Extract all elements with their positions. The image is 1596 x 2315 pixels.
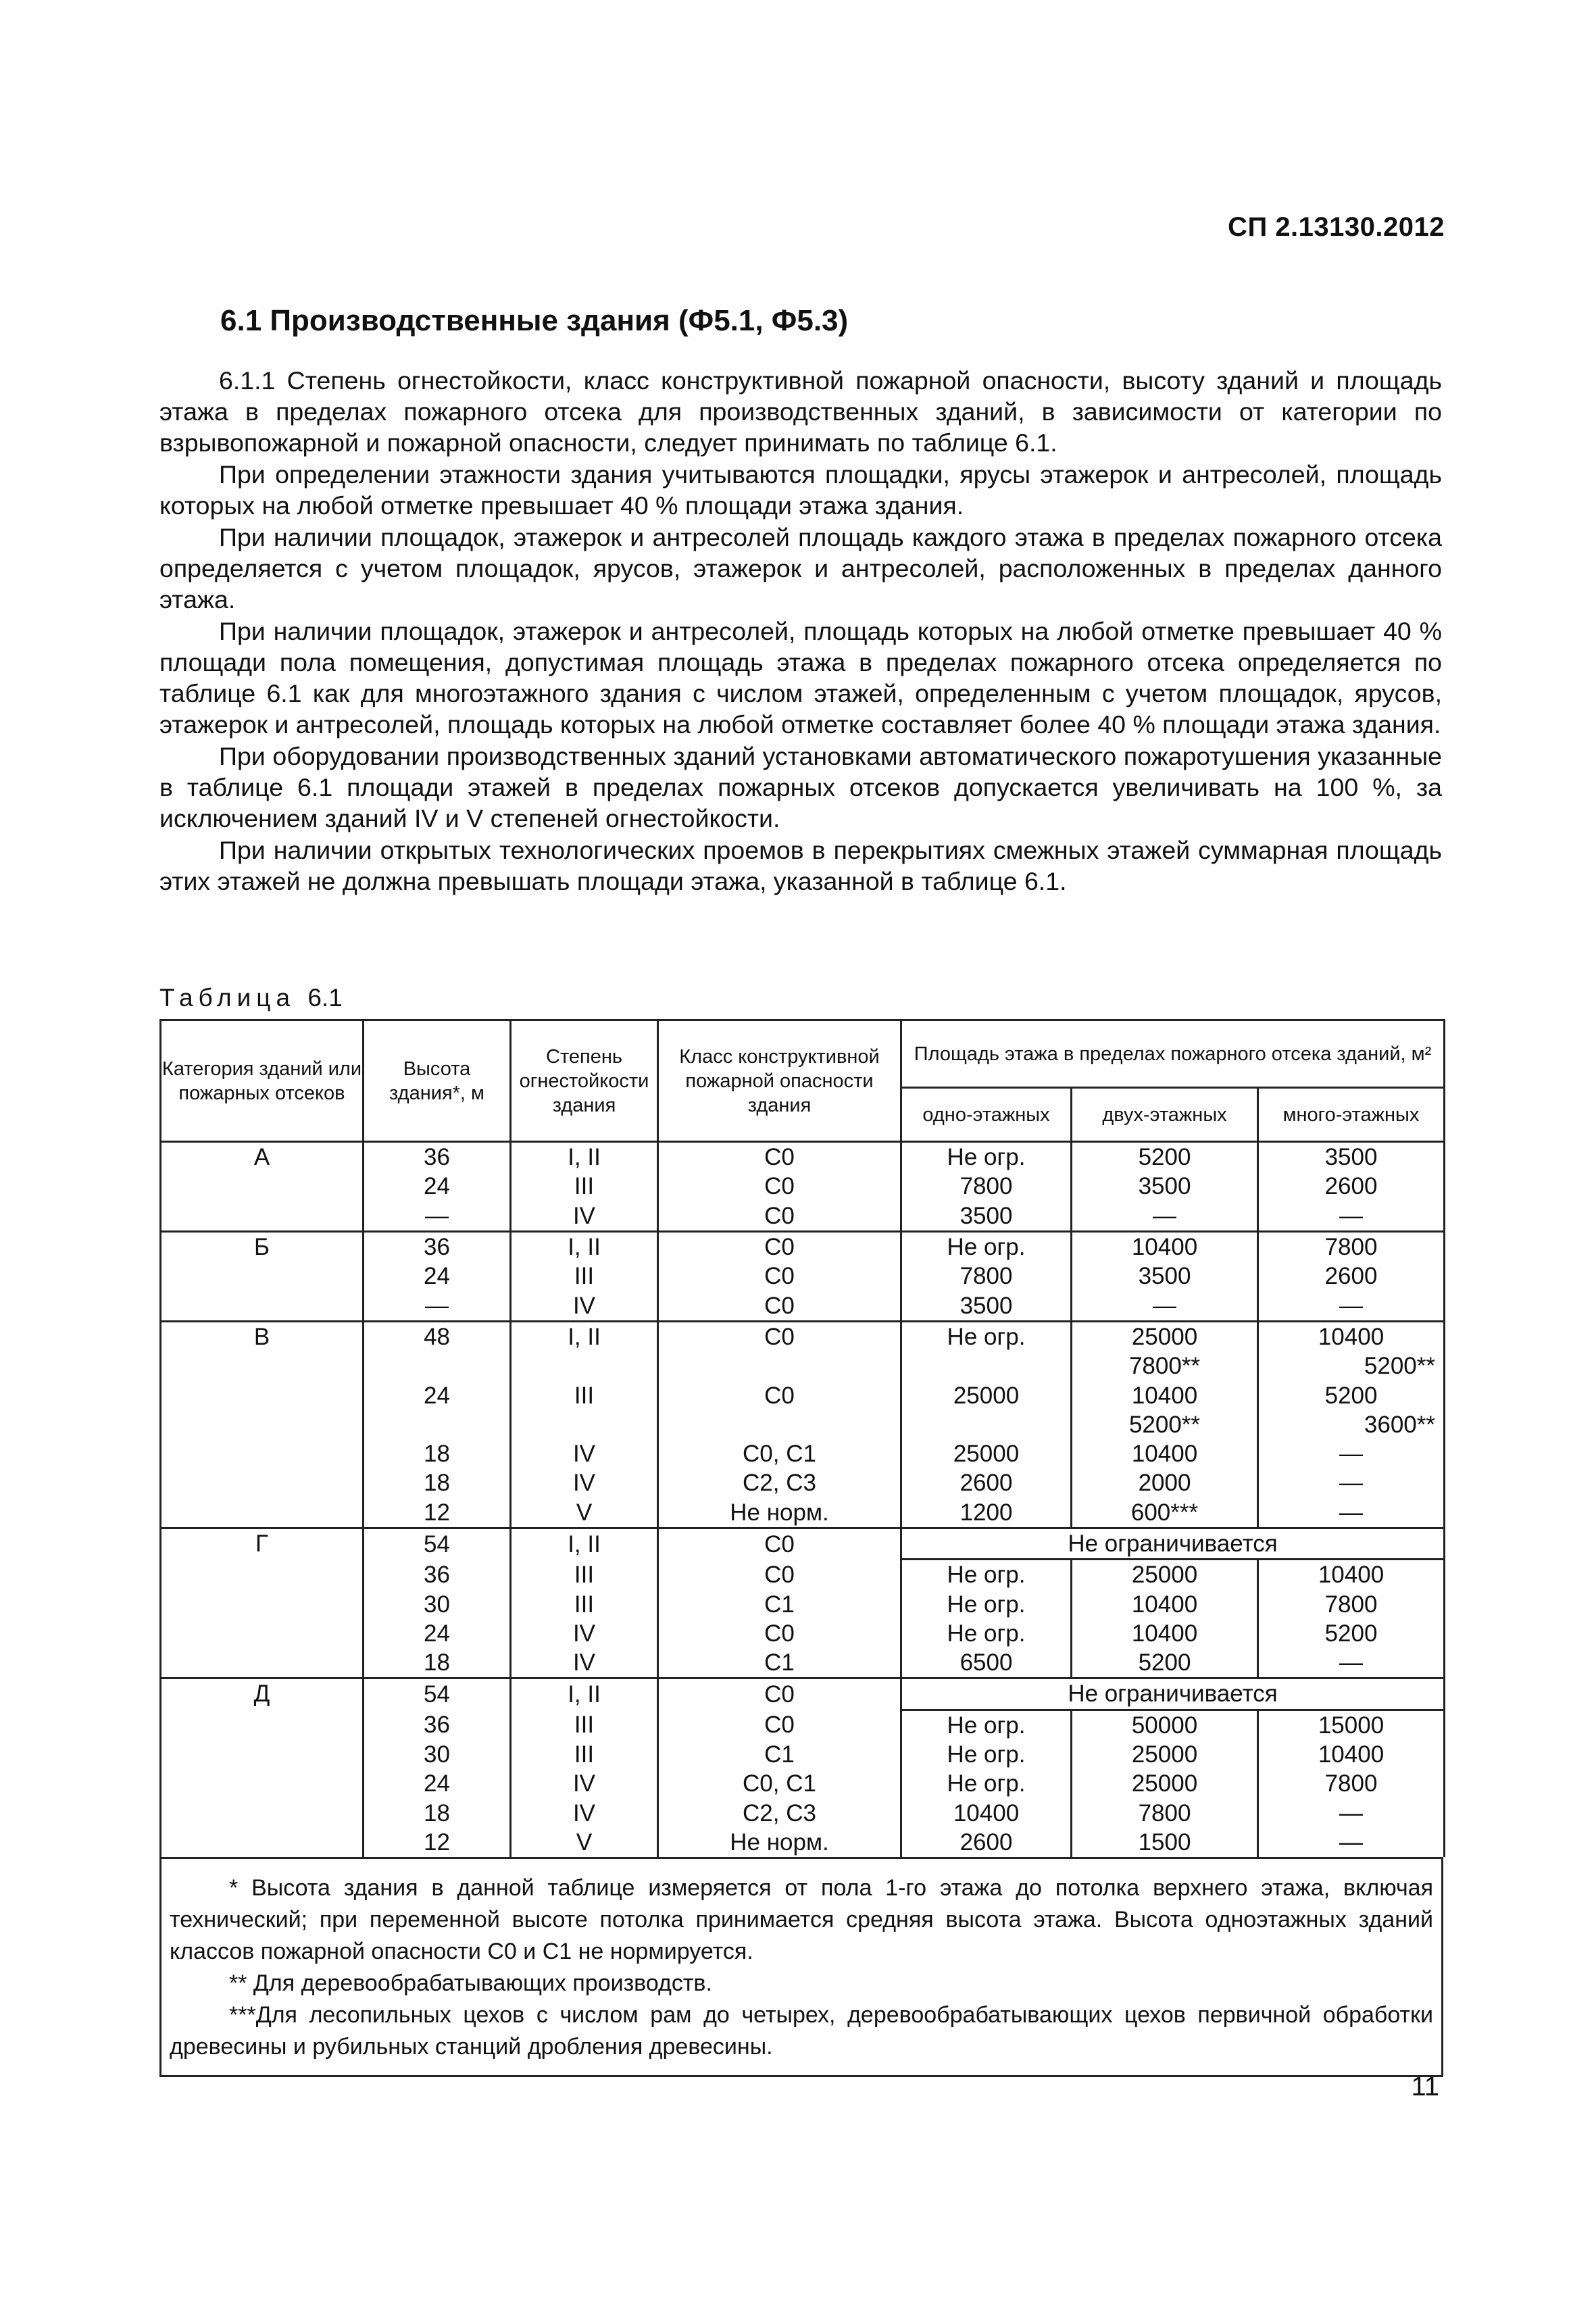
cell-multi-storey: 3600** (1258, 1410, 1445, 1439)
cell-fire-resistance: III (511, 1589, 658, 1618)
cell-category: А (161, 1142, 364, 1232)
cell-two-storey: 10400 (1072, 1231, 1258, 1262)
cell-two-storey: 3500 (1072, 1262, 1258, 1291)
cell-two-storey: 7800 (1072, 1799, 1258, 1828)
cell-fire-resistance: III (511, 1740, 658, 1769)
cell-constructive-class: С1 (658, 1740, 901, 1769)
cell-fire-resistance: IV (511, 1201, 658, 1232)
header-height: Высота здания*, м (364, 1020, 511, 1142)
cell-multi-storey: — (1258, 1828, 1445, 1857)
table-header (161, 1020, 1445, 1142)
cell-one-storey (901, 1410, 1072, 1439)
cell-fire-resistance: IV (511, 1648, 658, 1678)
cell-fire-resistance: III (511, 1380, 658, 1410)
cell-one-storey: 7800 (901, 1172, 1072, 1201)
cell-constructive-class: С0 (658, 1262, 901, 1291)
cell-height: 36 (364, 1231, 511, 1262)
paragraph: При определении этажности здания учитываются площадки, ярусы этажерок и антресолей, площадь которых на любой отметке превышает 40 % площади этажа здания. (159, 460, 1442, 520)
table-row (161, 1142, 1445, 1172)
cell-fire-resistance: III (511, 1710, 658, 1740)
cell-height: 54 (364, 1528, 511, 1559)
table-row (161, 1528, 1445, 1559)
cell-multi-storey: 10400 (1258, 1740, 1445, 1769)
cell-one-storey: Не огр. (901, 1560, 1072, 1590)
cell-category: Д (161, 1678, 364, 1857)
header-one-storey: одно-этажных (901, 1088, 1072, 1142)
cell-one-storey: Не огр. (901, 1142, 1072, 1172)
table-caption (159, 984, 343, 1012)
cell-fire-resistance (511, 1410, 658, 1439)
cell-height: 12 (364, 1828, 511, 1857)
cell-fire-resistance: III (511, 1560, 658, 1590)
cell-category: В (161, 1321, 364, 1528)
cell-two-storey: 10400 (1072, 1589, 1258, 1618)
cell-height: — (364, 1201, 511, 1232)
cell-multi-storey: — (1258, 1799, 1445, 1828)
cell-constructive-class: С0 (658, 1201, 901, 1232)
cell-multi-storey: — (1258, 1291, 1445, 1321)
cell-height: 24 (364, 1172, 511, 1201)
cell-fire-resistance: I, II (511, 1142, 658, 1172)
cell-multi-storey: 5200 (1258, 1619, 1445, 1648)
cell-height: 54 (364, 1678, 511, 1710)
cell-constructive-class (658, 1410, 901, 1439)
cell-fire-resistance: V (511, 1498, 658, 1528)
paragraph: При наличии площадок, этажерок и антресолей площадь каждого этажа в пределах пожарного отсека определяется с учетом площадок, ярусов, этажерок и антресолей, расположенных в пределах данного этажа. (159, 523, 1442, 614)
cell-fire-resistance: III (511, 1172, 658, 1201)
table-body (161, 1142, 1445, 1858)
cell-one-storey: Не огр. (901, 1769, 1072, 1798)
cell-constructive-class (658, 1351, 901, 1380)
cell-multi-storey: 10400 (1258, 1560, 1445, 1590)
cell-multi-storey: 5200** (1258, 1351, 1445, 1380)
cell-height: 18 (364, 1648, 511, 1678)
cell-constructive-class: Не норм. (658, 1498, 901, 1528)
cell-constructive-class: С1 (658, 1589, 901, 1618)
cell-two-storey: — (1072, 1291, 1258, 1321)
cell-two-storey: 25000 (1072, 1321, 1258, 1351)
cell-two-storey: 600*** (1072, 1498, 1258, 1528)
cell-height: 12 (364, 1498, 511, 1528)
cell-constructive-class: С0 (658, 1142, 901, 1172)
cell-height: 30 (364, 1740, 511, 1769)
cell-multi-storey: 3500 (1258, 1142, 1445, 1172)
paragraph: 6.1.1 Степень огнестойкости, класс конструктивной пожарной опасности, высоту зданий и площадь этажа в пределах пожарного отсека для производственных зданий, в зависимости от категории по взрывопожарной и пожарной опасности, следует принимать по таблице 6.1. (159, 366, 1442, 457)
cell-height: 24 (364, 1262, 511, 1291)
cell-fire-resistance: IV (511, 1769, 658, 1798)
cell-constructive-class: С0 (658, 1678, 901, 1710)
table-footnotes (159, 1857, 1443, 2077)
cell-two-storey: 5200** (1072, 1410, 1258, 1439)
cell-multi-storey: — (1258, 1498, 1445, 1528)
cell-fire-resistance (511, 1351, 658, 1380)
cell-two-storey: 50000 (1072, 1710, 1258, 1740)
page-number: 11 (1411, 2072, 1439, 2101)
cell-fire-resistance: IV (511, 1291, 658, 1321)
cell-two-storey: 5200 (1072, 1648, 1258, 1678)
cell-unlimited: Не ограничивается (901, 1528, 1445, 1559)
cell-two-storey: 25000 (1072, 1560, 1258, 1590)
cell-one-storey: Не огр. (901, 1710, 1072, 1740)
cell-constructive-class: С0 (658, 1172, 901, 1201)
cell-multi-storey: 2600 (1258, 1172, 1445, 1201)
cell-two-storey: 10400 (1072, 1439, 1258, 1468)
cell-two-storey: 3500 (1072, 1172, 1258, 1201)
cell-one-storey: 25000 (901, 1380, 1072, 1410)
cell-fire-resistance: IV (511, 1799, 658, 1828)
cell-multi-storey: 15000 (1258, 1710, 1445, 1740)
cell-constructive-class: С0, С1 (658, 1769, 901, 1798)
cell-fire-resistance: III (511, 1262, 658, 1291)
header-two-storey: двух-этажных (1072, 1088, 1258, 1142)
cell-category: Б (161, 1231, 364, 1321)
cell-constructive-class: Не норм. (658, 1828, 901, 1857)
cell-two-storey: 10400 (1072, 1619, 1258, 1648)
cell-fire-resistance: IV (511, 1619, 658, 1648)
cell-multi-storey: 5200 (1258, 1380, 1445, 1410)
norms-table (159, 1019, 1445, 1857)
body-text (159, 365, 1442, 897)
cell-constructive-class: С0, С1 (658, 1439, 901, 1468)
header-constructive-class: Класс конструктивной пожарной опасности здания (658, 1020, 901, 1142)
header-area-group: Площадь этажа в пределах пожарного отсека зданий, м² (901, 1020, 1445, 1088)
cell-multi-storey: — (1258, 1439, 1445, 1468)
cell-one-storey: Не огр. (901, 1321, 1072, 1351)
cell-two-storey: 25000 (1072, 1740, 1258, 1769)
cell-fire-resistance: IV (511, 1468, 658, 1497)
cell-height: 48 (364, 1321, 511, 1351)
cell-constructive-class: С0 (658, 1291, 901, 1321)
cell-constructive-class: С0 (658, 1380, 901, 1410)
cell-one-storey: 10400 (901, 1799, 1072, 1828)
cell-height: — (364, 1291, 511, 1321)
table-row (161, 1231, 1445, 1262)
table-container (159, 1019, 1443, 2077)
cell-fire-resistance: I, II (511, 1321, 658, 1351)
cell-unlimited: Не ограничивается (901, 1678, 1445, 1710)
cell-one-storey: 3500 (901, 1201, 1072, 1232)
cell-multi-storey: — (1258, 1648, 1445, 1678)
cell-one-storey: 2600 (901, 1468, 1072, 1497)
cell-height: 36 (364, 1560, 511, 1590)
cell-height: 18 (364, 1799, 511, 1828)
cell-two-storey: 10400 (1072, 1380, 1258, 1410)
cell-one-storey: 2600 (901, 1828, 1072, 1857)
cell-multi-storey: — (1258, 1468, 1445, 1497)
cell-height: 24 (364, 1619, 511, 1648)
cell-one-storey: 6500 (901, 1648, 1072, 1678)
cell-two-storey: — (1072, 1201, 1258, 1232)
header-category: Категория зданий или пожарных отсеков (161, 1020, 364, 1142)
cell-one-storey: Не огр. (901, 1619, 1072, 1648)
footnote: * Высота здания в данной таблице измеряется от пола 1-го этажа до потолка верхнего этажа, включая технический; при переменной высоте потолка принимается средняя высота этажа. Высота одноэтажных зданий классов пожарной опасности С0 и С1 не нормируется. (170, 1875, 1433, 1965)
cell-one-storey: Не огр. (901, 1231, 1072, 1262)
cell-height (364, 1410, 511, 1439)
cell-fire-resistance: I, II (511, 1678, 658, 1710)
cell-one-storey: Не огр. (901, 1589, 1072, 1618)
cell-fire-resistance: I, II (511, 1231, 658, 1262)
table-row (161, 1678, 1445, 1710)
cell-constructive-class: С0 (658, 1528, 901, 1559)
cell-one-storey: 3500 (901, 1291, 1072, 1321)
paragraph: При оборудовании производственных зданий установками автоматического пожаротушения указанные в таблице 6.1 площади этажей в пределах пожарных отсеков допускается увеличивать на 100 %, за исключением зданий IV и V степеней огнестойкости. (159, 742, 1442, 832)
cell-one-storey (901, 1351, 1072, 1380)
header-multi-storey: много-этажных (1258, 1088, 1445, 1142)
cell-fire-resistance: V (511, 1828, 658, 1857)
cell-height: 18 (364, 1439, 511, 1468)
cell-constructive-class: С2, С3 (658, 1468, 901, 1497)
table-caption-number: 6.1 (307, 984, 343, 1012)
cell-category: Г (161, 1528, 364, 1678)
cell-height: 36 (364, 1710, 511, 1740)
paragraph: При наличии открытых технологических проемов в перекрытиях смежных этажей суммарная площадь этих этажей не должна превышать площади этажа, указанной в таблице 6.1. (159, 836, 1442, 895)
cell-height: 24 (364, 1380, 511, 1410)
cell-multi-storey: 7800 (1258, 1231, 1445, 1262)
cell-multi-storey: 2600 (1258, 1262, 1445, 1291)
cell-two-storey: 1500 (1072, 1828, 1258, 1857)
cell-height: 24 (364, 1769, 511, 1798)
cell-fire-resistance: I, II (511, 1528, 658, 1559)
cell-two-storey: 25000 (1072, 1769, 1258, 1798)
cell-constructive-class: С0 (658, 1321, 901, 1351)
cell-constructive-class: С1 (658, 1648, 901, 1678)
cell-one-storey: Не огр. (901, 1740, 1072, 1769)
table-row (161, 1321, 1445, 1351)
header-fire-resistance: Степень огнестойкости здания (511, 1020, 658, 1142)
cell-constructive-class: С2, С3 (658, 1799, 901, 1828)
cell-multi-storey: 10400 (1258, 1321, 1445, 1351)
footnote: ***Для лесопильных цехов с числом рам до четырех, деревообрабатывающих цехов первичной обработки древесины и рубильных станций дробления древесины. (170, 2002, 1433, 2060)
cell-height: 18 (364, 1468, 511, 1497)
cell-two-storey: 2000 (1072, 1468, 1258, 1497)
cell-constructive-class: С0 (658, 1560, 901, 1590)
cell-constructive-class: С0 (658, 1231, 901, 1262)
cell-one-storey: 7800 (901, 1262, 1072, 1291)
cell-height: 36 (364, 1142, 511, 1172)
cell-constructive-class: С0 (658, 1710, 901, 1740)
cell-two-storey: 7800** (1072, 1351, 1258, 1380)
cell-height (364, 1351, 511, 1380)
cell-one-storey: 1200 (901, 1498, 1072, 1528)
cell-fire-resistance: IV (511, 1439, 658, 1468)
document-code: СП 2.13130.2012 (1228, 212, 1445, 242)
cell-constructive-class: С0 (658, 1619, 901, 1648)
cell-multi-storey: 7800 (1258, 1769, 1445, 1798)
table-caption-word: Таблица (159, 984, 296, 1012)
paragraph: При наличии площадок, этажерок и антресолей, площадь которых на любой отметке превышает 40 % площади пола помещения, допустимая площадь этажа в пределах пожарного отсека определяется по таблице 6.1 как для многоэтажного здания с числом этажей, определенным с учетом площадок, ярусов, этажерок и антресолей, площадь которых на любой отметке составляет более 40 % площади этажа здания. (159, 617, 1442, 739)
section-title: 6.1 Производственные здания (Ф5.1, Ф5.3) (220, 304, 849, 337)
cell-height: 30 (364, 1589, 511, 1618)
footnote: ** Для деревообрабатывающих производств. (229, 1970, 712, 1997)
cell-two-storey: 5200 (1072, 1142, 1258, 1172)
cell-one-storey: 25000 (901, 1439, 1072, 1468)
cell-multi-storey: — (1258, 1201, 1445, 1232)
cell-multi-storey: 7800 (1258, 1589, 1445, 1618)
